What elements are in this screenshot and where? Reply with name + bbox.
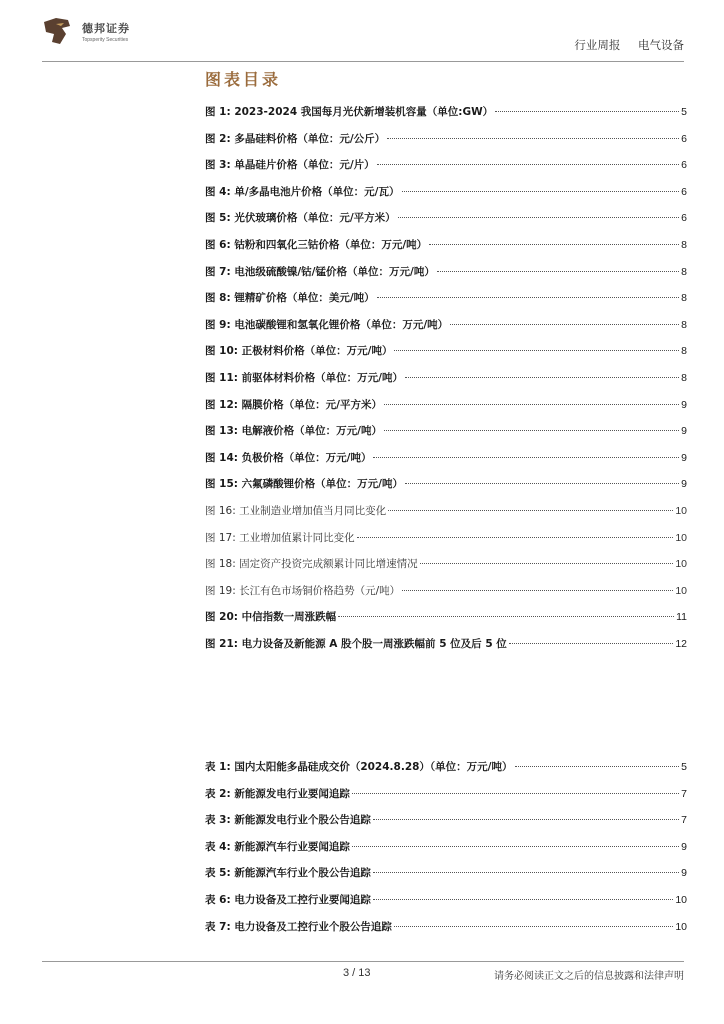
header-divider [42,61,684,62]
figure-toc-entry-page: 8 [681,238,687,251]
leader-dots [405,376,679,378]
table-toc-entry[interactable] [205,786,687,813]
leader-dots [377,163,680,165]
leader-dots [352,845,679,847]
figure-toc-entry[interactable] [205,210,687,237]
logo-text-en: Topsperity Securities [82,37,129,43]
figure-toc-entry[interactable] [205,503,687,530]
figure-toc-entry[interactable] [205,609,687,636]
report-tags [574,37,684,53]
table-toc-entry[interactable] [205,812,687,839]
table-toc-entry-label: 表 1: 国内太阳能多晶硅成交价（2024.8.28）（单位：万元/吨） [205,761,513,773]
figure-toc-entry[interactable] [205,370,687,397]
page-number: 3 / 13 [343,967,371,979]
figure-toc-entry[interactable] [205,530,687,557]
figure-toc-entry[interactable] [205,423,687,450]
leader-dots [398,216,680,218]
figure-toc-entry[interactable] [205,157,687,184]
table-toc-entry-page: 10 [675,893,687,906]
figure-toc-entry-page: 8 [681,318,687,331]
leader-dots [515,765,680,767]
leader-dots [420,562,674,564]
leader-dots [437,270,679,272]
page-header [42,12,684,62]
table-toc-entry[interactable] [205,919,687,946]
logo-text-cn: 德邦证券 [82,22,130,35]
table-toc-entry[interactable] [205,839,687,866]
report-type-tag: 行业周报 [574,38,621,52]
industry-tag: 电气设备 [638,38,684,52]
leader-dots [377,296,680,298]
figure-toc-entry-label: 图 7: 电池级硫酸镍/钴/锰价格（单位：万元/吨） [205,265,435,278]
figure-toc-entry[interactable] [205,343,687,370]
table-toc-entry-label: 表 7: 电力设备及工控行业个股公告追踪 [205,920,392,933]
leader-dots [373,898,673,900]
leader-dots [373,871,679,873]
figure-toc-entry[interactable] [205,450,687,477]
figure-toc-entry-label: 图 4: 单/多晶电池片价格（单位：元/瓦） [205,185,400,198]
leader-dots [394,349,679,351]
leader-dots [384,403,679,405]
table-toc-entry-page: 9 [681,867,687,880]
figure-toc-entry-label: 图 3: 单晶硅片价格（单位：元/片） [205,159,375,172]
figure-toc-entry-label: 图 8: 锂精矿价格（单位：美元/吨） [205,292,375,305]
table-toc-entry-page: 7 [681,787,687,800]
figure-toc-entry-page: 10 [675,531,687,544]
figure-toc-entry-label: 图 9: 电池碳酸锂和氢氧化锂价格（单位：万元/吨） [205,318,449,331]
figure-toc-entry-label: 图 2: 多晶硅料价格（单位：元/公斤） [205,132,386,145]
figure-toc-entry[interactable] [205,476,687,503]
table-toc-entry-page: 10 [675,920,687,933]
figure-toc-entry[interactable] [205,317,687,344]
leader-dots [402,589,673,591]
table-toc-entry-label: 表 2: 新能源发电行业要闻追踪 [205,787,350,800]
figure-toc-entry-page: 10 [675,504,687,517]
figure-toc-entry-label: 图 21: 电力设备及新能源 A 股个股一周涨跌幅前 5 位及后 5 位 [205,637,507,650]
figure-toc-entry[interactable] [205,397,687,424]
leader-dots [384,429,679,431]
figure-toc-entry-page: 12 [675,637,687,650]
figure-toc-entry[interactable] [205,583,687,610]
figure-toc-entry-label: 图 14: 负极价格（单位：万元/吨） [205,451,372,464]
table-toc-entry-label: 表 3: 新能源发电行业个股公告追踪 [205,814,371,827]
company-logo [42,16,162,58]
table-toc-entry[interactable] [205,759,687,786]
leader-dots [450,323,679,325]
leader-dots [405,482,679,484]
leader-dots [402,190,680,192]
figure-toc-entry-page: 11 [676,611,687,624]
figure-toc-entry-label: 图 11: 前驱体材料价格（单位：万元/吨） [205,371,403,384]
figure-toc-entry-label: 图 17: 工业增加值累计同比变化 [205,531,355,544]
figure-toc-entry[interactable] [205,184,687,211]
figure-toc-entry-page: 9 [681,425,687,438]
figure-toc-entry-page: 10 [675,558,687,571]
figure-toc-entry-page: 9 [681,478,687,491]
leader-dots [357,536,674,538]
leader-dots [495,110,679,112]
figure-toc-entry-label: 图 18: 固定资产投资完成额累计同比增速情况 [205,558,418,571]
figure-toc-entry-page: 9 [681,398,687,411]
figure-toc-entry[interactable] [205,131,687,158]
figure-toc-entry-label: 图 6: 钴粉和四氧化三钴价格（单位：万元/吨） [205,238,428,251]
footer-divider [42,961,684,962]
figure-toc-entry-label: 图 19: 长江有色市场铜价格趋势（元/吨） [205,584,401,597]
figure-toc-entry-page: 8 [681,265,687,278]
figure-toc-entry-label: 图 5: 光伏玻璃价格（单位：元/平方米） [205,212,396,225]
figure-toc-entry-page: 6 [681,159,687,172]
figure-toc-entry-page: 6 [681,185,687,198]
leader-dots [338,615,674,617]
figure-toc-entry-page: 8 [681,345,687,358]
table-toc-entry-page: 7 [681,814,687,827]
leader-dots [394,925,673,927]
table-toc-entry[interactable] [205,892,687,919]
figure-toc-entry-label: 图 12: 隔膜价格（单位：元/平方米） [205,398,382,411]
figure-toc-entry-page: 8 [681,292,687,305]
leader-dots [352,792,679,794]
figure-toc-entry-page: 8 [681,371,687,384]
figure-toc-entry-page: 10 [675,584,687,597]
figure-toc-entry-page: 6 [681,212,687,225]
figure-list [205,104,687,662]
leader-dots [429,243,679,245]
leader-dots [373,818,679,820]
table-list [205,759,687,945]
table-toc-entry[interactable] [205,865,687,892]
table-toc-entry-page: 9 [681,840,687,853]
table-toc-entry-label: 表 5: 新能源汽车行业个股公告追踪 [205,867,371,880]
figure-toc-entry-page: 9 [681,451,687,464]
leader-dots [373,456,679,458]
legal-disclaimer: 请务必阅读正文之后的信息披露和法律声明 [494,971,684,982]
table-toc-entry-label: 表 4: 新能源汽车行业要闻追踪 [205,840,350,853]
leader-dots [388,509,673,511]
toc-title: 图表目录 [205,70,282,89]
figure-toc-entry[interactable] [205,237,687,264]
figure-toc-entry-label: 图 10: 正极材料价格（单位：万元/吨） [205,345,393,358]
table-toc-entry-label: 表 6: 电力设备及工控行业要闻追踪 [205,893,371,906]
figure-toc-entry-label: 图 16: 工业制造业增加值当月同比变化 [205,504,387,517]
figure-toc-entry[interactable] [205,104,687,131]
leader-dots [509,642,674,644]
table-toc-entry-page: 5 [681,761,687,773]
logo-mark-icon [42,16,72,46]
figure-toc-entry-label: 图 1: 2023-2024 我国每月光伏新增装机容量（单位:GW） [205,106,494,118]
figure-toc-entry[interactable] [205,636,687,663]
figure-toc-entry-label: 图 13: 电解液价格（单位：万元/吨） [205,425,382,438]
leader-dots [387,137,679,139]
figure-toc-entry-label: 图 20: 中信指数一周涨跌幅 [205,611,337,624]
figure-toc-entry[interactable] [205,556,687,583]
figure-toc-entry[interactable] [205,264,687,291]
figure-toc-entry-label: 图 15: 六氟磷酸锂价格（单位：万元/吨） [205,478,403,491]
figure-toc-entry-page: 6 [681,132,687,145]
figure-toc-entry[interactable] [205,290,687,317]
figure-toc-entry-page: 5 [681,106,687,118]
